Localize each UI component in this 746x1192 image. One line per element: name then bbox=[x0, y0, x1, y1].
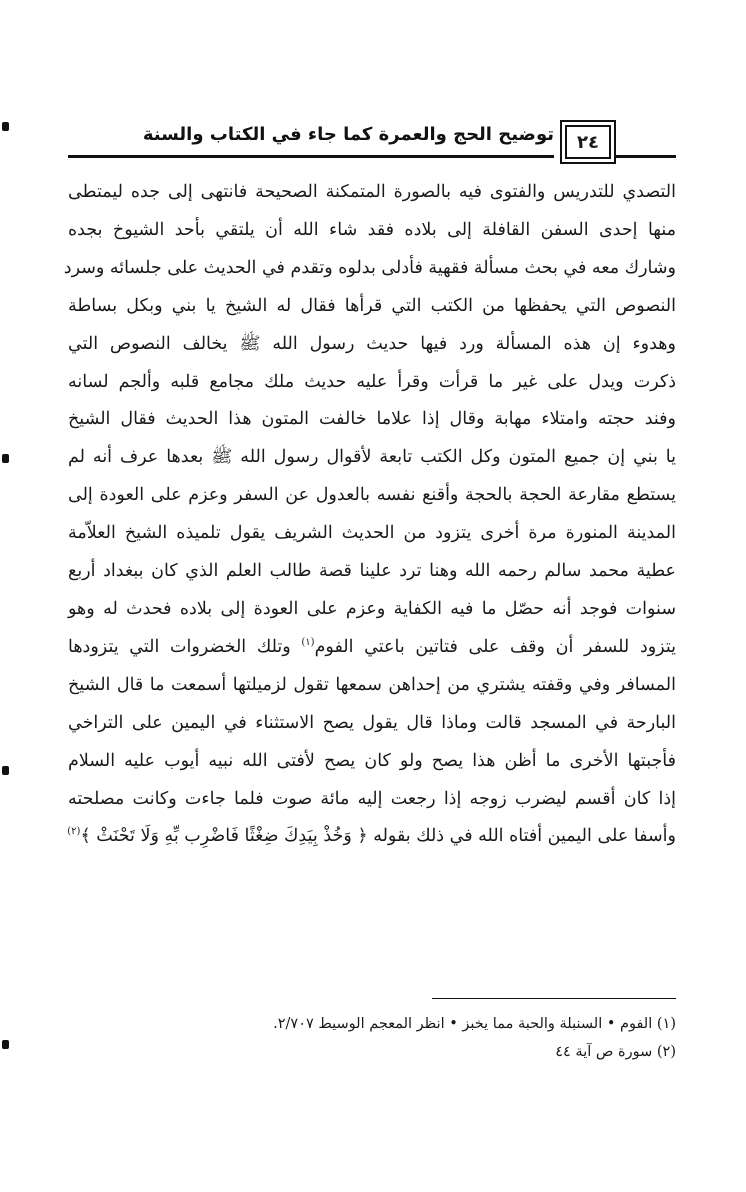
text-line: عطية محمد سالم رحمه الله وهنا ترد علينا قصة طالب العلم الذي كان ببغداد أربع bbox=[68, 561, 676, 582]
footnote-item: (٢) سورة ص آية ٤٤ bbox=[555, 1044, 676, 1060]
footnote-separator bbox=[432, 998, 676, 999]
text-line: منها إحدى السفن القافلة إلى بلاده فقد شاء الله أن يلتقي بأحد الشيوخ بجده bbox=[68, 219, 676, 240]
footnote-ref: (٢) bbox=[67, 826, 81, 838]
footnotes bbox=[68, 1010, 676, 1066]
margin-mark bbox=[2, 766, 9, 775]
text-line: ذكرت ويدل على غير ما قرأت وقرأ عليه حديث ملك مجامع قلبه وألجم لسانه bbox=[68, 371, 676, 392]
text-line: المدينة المنورة مرة أخرى يتزود من الحديث الشريف يقول تلميذه الشيخ العلاّمة bbox=[68, 523, 676, 544]
page-number: ٢٤ bbox=[560, 120, 616, 164]
text-line: وشارك معه في بحث مسألة فقهية فأدلى بدلوه وتقدم في الحديث على جلسائه وسرد bbox=[63, 257, 676, 278]
text-line: يستطع مقارعة الحجة بالحجة وأقنع نفسه بالعدول عن السفر وعزم على العودة إلى bbox=[68, 485, 676, 506]
text-line: إذا كان أقسم ليضرب زوجه إذا رجعت إليه مائة صوت فلما جاءت وكانت مصلحته bbox=[68, 788, 676, 809]
text-line: البارحة في المسجد قالت وماذا قال يقول يصح الاستثناء في اليمين على التراخي bbox=[68, 712, 676, 733]
footnote-item: (١) الفوم • السنبلة والحبة مما يخبز • انظر المعجم الوسيط ٢/٧٠٧. bbox=[273, 1016, 676, 1032]
quran-verse: ﴿ وَخُذْ بِيَدِكَ ضِغْثًا فَاضْرِب بِّهِ وَلَا تَحْنَثْ ﴾ bbox=[80, 826, 368, 847]
text-line: وفند حجته وامتلاء مهابة وقال إذا علاما خالفت المتون هذا الحديث فقال الشيخ bbox=[68, 409, 676, 430]
text-line: فأجبتها الأخرى ما أظن هذا يصح ولو كان يصح لأفتى الله نبيه أيوب عليه السلام bbox=[68, 750, 676, 771]
text-line: يا بني إن جميع المتون وكل الكتب تابعة لأقوال رسول الله ﷺ بعدها عرف أنه لم bbox=[68, 447, 676, 468]
text-segment: وتلك الخضروات التي يتزودها bbox=[68, 636, 291, 657]
body-text bbox=[63, 174, 676, 856]
margin-mark bbox=[2, 122, 9, 131]
text-line: وهدوء إن هذه المسألة ورد فيها حديث رسول الله ﷺ يخالف النصوص التي bbox=[68, 333, 676, 354]
text-segment: يتزود للسفر أن وقف على فتاتين باعتي الفوم bbox=[314, 636, 676, 657]
text-line: سنوات فوجد أنه حصّل ما فيه الكفاية وعزم على العودة إلى بلاده فحدث له وهو bbox=[68, 598, 676, 619]
header-rule bbox=[68, 155, 554, 158]
margin-mark bbox=[2, 1040, 9, 1049]
text-line: التصدي للتدريس والفتوى فيه بالصورة المتمكنة الصحيحة فانتهى إلى جده ليمتطى bbox=[68, 182, 676, 202]
header-title: توضيح الحج والعمرة كما جاء في الكتاب والسنة bbox=[142, 124, 554, 145]
text-line: النصوص التي يحفظها من الكتب التي قرأها فقال له الشيخ يا بني وبكل بساطة bbox=[68, 295, 676, 316]
footnote-ref: (١) bbox=[301, 637, 315, 649]
text-line bbox=[68, 818, 676, 856]
text-segment: وأسفا على اليمين أفتاه الله في ذلك بقوله bbox=[373, 826, 676, 847]
text-line: المسافر وفي وقفته يشتري من إحداهن سمعها تقول لزميلتها أسمعت ما قال الشيخ bbox=[68, 674, 676, 695]
margin-mark bbox=[2, 454, 9, 463]
header-rule-right bbox=[616, 155, 676, 158]
running-header bbox=[68, 116, 676, 164]
text-line bbox=[68, 629, 676, 667]
